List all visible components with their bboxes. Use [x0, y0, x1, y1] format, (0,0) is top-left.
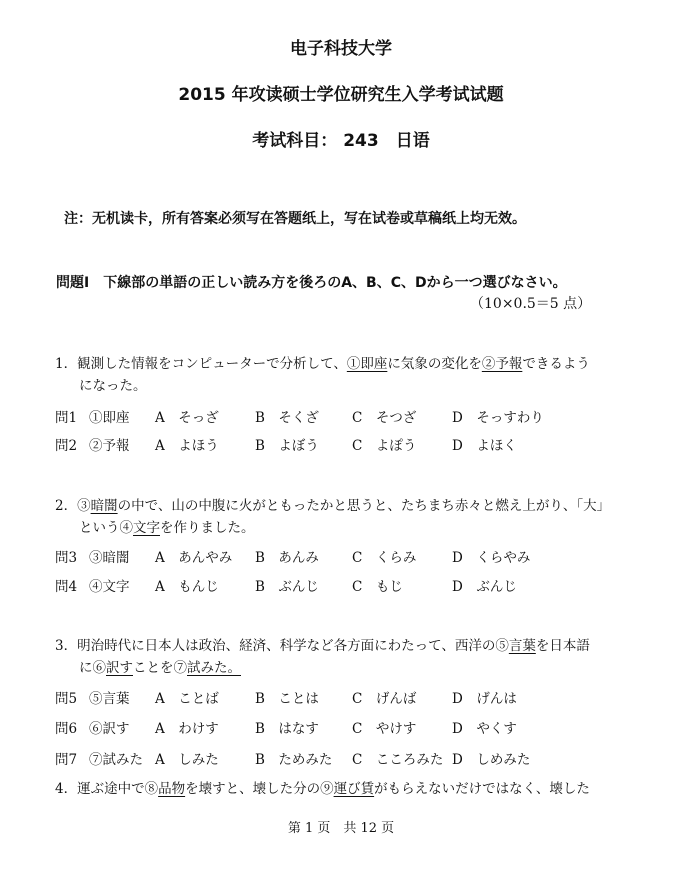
passage-2-line-1: 2．③暗闇の中で、山の中腹に火がともったかと思うと、たちまち赤々と燃え上がり、「大」: [55, 498, 611, 514]
answer-notice: 注：无机读卡，所有答案必须写在答题纸上，写在试卷或草稿纸上均无效。: [64, 211, 526, 227]
option-d: D よほく: [452, 438, 517, 454]
question-word: ⑦試みた: [89, 752, 143, 768]
underlined-word: ②予報: [481, 356, 523, 372]
question-number: 問7: [55, 752, 78, 768]
option-a: A しみた: [155, 752, 219, 768]
underlined-word: 文字: [133, 520, 160, 536]
passage-3-line-2: に⑥訳すことを⑦試みた。: [79, 660, 241, 676]
option-b: B ためみた: [255, 752, 333, 768]
passage-1-line-2: になった。: [79, 378, 147, 394]
option-a: A あんやみ: [155, 550, 233, 566]
option-b: B あんみ: [255, 550, 319, 566]
question-row: [55, 748, 635, 768]
passage-2-line-2: という④文字を作りました。: [79, 520, 255, 536]
option-c: C そつざ: [352, 410, 417, 426]
question-number: 問3: [55, 550, 78, 566]
underlined-word: ①即座: [346, 356, 388, 372]
passage-4-line-1: 4．運ぶ途中で⑧品物を壊すと、壊した分の⑨運び賃がもらえないだけではなく、壊した: [55, 781, 590, 797]
question-row: [55, 575, 635, 595]
option-a: A わけす: [155, 721, 219, 737]
question-number: 問2: [55, 438, 78, 454]
question-word: ①即座: [89, 410, 130, 426]
option-c: C こころみた: [352, 752, 444, 768]
option-d: D ぶんじ: [452, 579, 517, 595]
passage-3-line-1: 3．明治時代に日本人は政治、経済、科学など各方面にわたって、西洋の⑤言葉を日本語: [55, 638, 590, 654]
option-b: B ぶんじ: [255, 579, 319, 595]
option-c: C くらみ: [352, 550, 417, 566]
option-c: C もじ: [352, 579, 403, 595]
underlined-word: 品物: [158, 781, 186, 797]
question-number: 問5: [55, 691, 78, 707]
underlined-word: 言葉: [508, 638, 536, 654]
page-footer: 第 1 页 共 12 页: [287, 821, 395, 836]
question-row: [55, 546, 635, 566]
option-d: D げんは: [452, 691, 517, 707]
underlined-word: 暗闇: [90, 498, 118, 514]
option-a: A もんじ: [155, 579, 219, 595]
question-row: [55, 687, 635, 707]
question-word: ③暗闇: [89, 550, 130, 566]
question-row: [55, 434, 635, 454]
option-d: D しめみた: [452, 752, 531, 768]
question-row: [55, 717, 635, 737]
exam-subject: 考试科目： 243 日语: [252, 131, 430, 151]
question-number: 問1: [55, 410, 78, 426]
option-b: B はなす: [255, 721, 319, 737]
option-c: C やけす: [352, 721, 417, 737]
question-row: [55, 406, 635, 426]
option-d: D やくす: [452, 721, 517, 737]
underlined-word: 試みた。: [187, 660, 241, 676]
option-b: B よぼう: [255, 438, 319, 454]
option-a: A よほう: [155, 438, 219, 454]
question-number: 問6: [55, 721, 78, 737]
underlined-word: 訳す: [106, 660, 133, 676]
option-a: A そっざ: [155, 410, 219, 426]
university-title: 电子科技大学: [290, 39, 392, 59]
option-b: B ことは: [255, 691, 319, 707]
option-d: D そっすわり: [452, 410, 544, 426]
section-points: （10×0.5＝5 点）: [470, 296, 592, 312]
option-b: B そくざ: [255, 410, 319, 426]
question-word: ⑤言葉: [89, 691, 130, 707]
option-d: D くらやみ: [452, 550, 531, 566]
section-title: 問題Ⅰ 下線部の単語の正しい読み方を後ろのA、B、C、Dから一つ選びなさい。: [56, 275, 567, 291]
question-word: ④文字: [89, 579, 130, 595]
option-a: A ことば: [155, 691, 219, 707]
option-c: C げんば: [352, 691, 417, 707]
option-c: C よぽう: [352, 438, 417, 454]
question-number: 問4: [55, 579, 78, 595]
underlined-word: 運び賃: [333, 781, 375, 797]
passage-1-line-1: 1．観測した情報をコンピューターで分析して、①即座に気象の変化を②予報できるよう: [55, 356, 590, 372]
exam-title: 2015 年攻读硕士学位研究生入学考试试题: [178, 85, 504, 105]
question-word: ②予報: [89, 438, 130, 454]
question-word: ⑥訳す: [89, 721, 130, 737]
